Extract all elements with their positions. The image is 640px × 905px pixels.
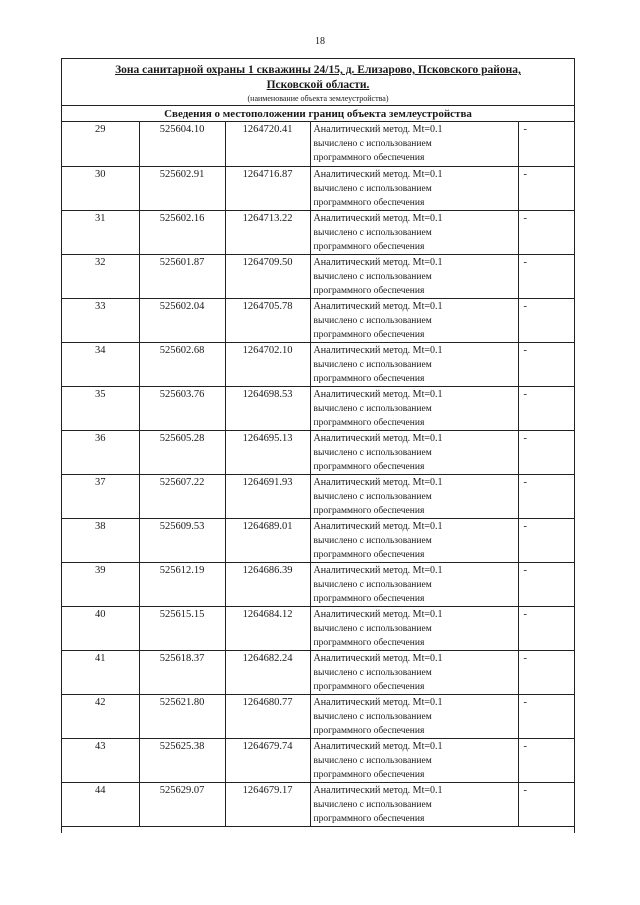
- description-cell: -: [518, 518, 575, 562]
- description-cell: -: [518, 782, 575, 826]
- method-line-2: вычислено с использованием: [313, 359, 432, 370]
- description-cell: -: [518, 122, 575, 166]
- method-line-2: вычислено с использованием: [313, 535, 432, 546]
- description-cell: -: [518, 738, 575, 782]
- point-number: 36: [62, 430, 139, 474]
- description-cell: -: [518, 650, 575, 694]
- object-title-line-2: Псковской области.: [266, 79, 370, 91]
- method-line-1: Аналитический метод. Mt=0.1: [313, 432, 443, 444]
- table-row: [62, 650, 575, 694]
- method-line-3: программного обеспечения: [313, 373, 425, 384]
- method-line-2: вычислено с использованием: [313, 271, 432, 282]
- table-row: [62, 694, 575, 738]
- method-line-2: вычислено с использованием: [313, 139, 432, 149]
- method-description: [310, 606, 518, 650]
- method-line-3: программного обеспечения: [313, 241, 425, 252]
- point-number: 40: [62, 606, 139, 650]
- method-description: [310, 518, 518, 562]
- method-description: [310, 430, 518, 474]
- method-line-2: вычислено с использованием: [313, 491, 432, 502]
- method-description: [310, 562, 518, 606]
- coordinate-y: 1264691.93: [225, 474, 310, 518]
- coordinate-y: 1264716.87: [225, 166, 310, 210]
- coordinate-y: 1264679.17: [225, 782, 310, 826]
- coordinate-x: 525601.87: [139, 254, 225, 298]
- method-line-2: вычислено с использованием: [313, 447, 432, 458]
- table-row: [62, 298, 575, 342]
- method-line-1: Аналитический метод. Mt=0.1: [313, 168, 443, 180]
- page-number: 18: [315, 36, 325, 47]
- method-line-1: Аналитический метод. Mt=0.1: [313, 124, 443, 135]
- description-cell: -: [518, 694, 575, 738]
- method-line-3: программного обеспечения: [313, 637, 425, 648]
- coordinate-y: 1264713.22: [225, 210, 310, 254]
- method-description: [310, 210, 518, 254]
- coordinate-y: 1264679.74: [225, 738, 310, 782]
- description-cell: -: [518, 342, 575, 386]
- method-description: [310, 386, 518, 430]
- table-row: [62, 122, 575, 166]
- point-number: 35: [62, 386, 139, 430]
- description-cell: -: [518, 298, 575, 342]
- coordinate-y: 1264680.77: [225, 694, 310, 738]
- method-line-1: Аналитический метод. Mt=0.1: [313, 784, 443, 796]
- coordinate-y: 1264686.39: [225, 562, 310, 606]
- coordinate-y: 1264698.53: [225, 386, 310, 430]
- method-description: [310, 166, 518, 210]
- method-line-1: Аналитический метод. Mt=0.1: [313, 740, 443, 752]
- coordinate-y: 1264689.01: [225, 518, 310, 562]
- method-line-2: вычислено с использованием: [313, 755, 432, 766]
- method-line-3: программного обеспечения: [313, 417, 425, 428]
- coordinate-x: 525621.80: [139, 694, 225, 738]
- coordinate-x: 525602.04: [139, 298, 225, 342]
- table-row: [62, 518, 575, 562]
- method-line-3: программного обеспечения: [313, 769, 425, 780]
- coordinate-y: 1264695.13: [225, 430, 310, 474]
- point-number: 37: [62, 474, 139, 518]
- method-description: [310, 650, 518, 694]
- method-line-3: программного обеспечения: [313, 197, 425, 208]
- method-line-3: программного обеспечения: [313, 593, 425, 604]
- point-number: 42: [62, 694, 139, 738]
- point-number: 38: [62, 518, 139, 562]
- coordinate-x: 525602.16: [139, 210, 225, 254]
- coordinate-x: 525615.15: [139, 606, 225, 650]
- method-line-2: вычислено с использованием: [313, 315, 432, 326]
- table-row: [62, 738, 575, 782]
- coordinates-table-body: [62, 122, 575, 826]
- method-line-2: вычислено с использованием: [313, 799, 432, 810]
- point-number: 31: [62, 210, 139, 254]
- point-number: 43: [62, 738, 139, 782]
- method-line-1: Аналитический метод. Mt=0.1: [313, 300, 443, 312]
- table-row: [62, 430, 575, 474]
- method-line-1: Аналитический метод. Mt=0.1: [313, 608, 443, 620]
- method-line-3: программного обеспечения: [313, 681, 425, 692]
- coordinates-document: [61, 58, 575, 833]
- coordinate-y: 1264720.41: [225, 122, 310, 166]
- description-cell: -: [518, 606, 575, 650]
- coordinate-y: 1264682.24: [225, 650, 310, 694]
- coordinate-x: 525618.37: [139, 650, 225, 694]
- coordinate-x: 525605.28: [139, 430, 225, 474]
- method-line-2: вычислено с использованием: [313, 623, 432, 634]
- coordinate-x: 525602.91: [139, 166, 225, 210]
- method-line-1: Аналитический метод. Mt=0.1: [313, 476, 443, 488]
- coordinates-table: [62, 122, 575, 827]
- method-line-1: Аналитический метод. Mt=0.1: [313, 696, 443, 708]
- method-description: [310, 298, 518, 342]
- method-description: [310, 738, 518, 782]
- method-line-1: Аналитический метод. Mt=0.1: [313, 388, 443, 400]
- coordinate-x: 525604.10: [139, 122, 225, 166]
- coordinate-x: 525612.19: [139, 562, 225, 606]
- table-row: [62, 342, 575, 386]
- method-line-1: Аналитический метод. Mt=0.1: [313, 520, 443, 532]
- method-line-3: программного обеспечения: [313, 461, 425, 472]
- description-cell: -: [518, 430, 575, 474]
- object-title: [62, 59, 574, 93]
- method-description: [310, 122, 518, 166]
- method-line-2: вычислено с использованием: [313, 403, 432, 414]
- coordinate-x: 525603.76: [139, 386, 225, 430]
- coordinate-y: 1264705.78: [225, 298, 310, 342]
- point-number: 30: [62, 166, 139, 210]
- table-row: [62, 606, 575, 650]
- method-line-2: вычислено с использованием: [313, 579, 432, 590]
- method-line-3: программного обеспечения: [313, 285, 425, 296]
- method-description: [310, 254, 518, 298]
- method-line-3: программного обеспечения: [313, 153, 425, 163]
- method-line-1: Аналитический метод. Mt=0.1: [313, 344, 443, 356]
- method-line-1: Аналитический метод. Mt=0.1: [313, 564, 443, 576]
- description-cell: -: [518, 386, 575, 430]
- point-number: 44: [62, 782, 139, 826]
- coordinate-x: 525607.22: [139, 474, 225, 518]
- coordinate-y: 1264684.12: [225, 606, 310, 650]
- point-number: 29: [62, 122, 139, 166]
- point-number: 34: [62, 342, 139, 386]
- table-row: [62, 562, 575, 606]
- description-cell: -: [518, 562, 575, 606]
- coordinate-x: 525602.68: [139, 342, 225, 386]
- description-cell: -: [518, 210, 575, 254]
- method-line-3: программного обеспечения: [313, 329, 425, 340]
- method-line-1: Аналитический метод. Mt=0.1: [313, 256, 443, 268]
- coordinate-x: 525609.53: [139, 518, 225, 562]
- method-line-3: программного обеспечения: [313, 505, 425, 516]
- section-header: Сведения о местоположении границ объекта землеустройства: [62, 105, 574, 122]
- object-caption: (наименование объекта землеустройства): [247, 94, 389, 103]
- point-number: 32: [62, 254, 139, 298]
- method-line-3: программного обеспечения: [313, 725, 425, 736]
- table-row: [62, 474, 575, 518]
- table-row: [62, 782, 575, 826]
- table-row: [62, 254, 575, 298]
- point-number: 33: [62, 298, 139, 342]
- object-title-line-1: Зона санитарной охраны 1 скважины 24/15, д. Елизарово, Псковского района,: [115, 64, 521, 76]
- point-number: 39: [62, 562, 139, 606]
- description-cell: -: [518, 474, 575, 518]
- table-row: [62, 210, 575, 254]
- method-line-3: программного обеспечения: [313, 813, 425, 824]
- description-cell: -: [518, 166, 575, 210]
- method-line-3: программного обеспечения: [313, 549, 425, 560]
- coordinate-x: 525629.07: [139, 782, 225, 826]
- coordinate-x: 525625.38: [139, 738, 225, 782]
- method-line-2: вычислено с использованием: [313, 667, 432, 678]
- method-line-1: Аналитический метод. Mt=0.1: [313, 212, 443, 224]
- method-line-2: вычислено с использованием: [313, 183, 432, 194]
- table-row: [62, 166, 575, 210]
- point-number: 41: [62, 650, 139, 694]
- method-line-1: Аналитический метод. Mt=0.1: [313, 652, 443, 664]
- table-row: [62, 386, 575, 430]
- description-cell: -: [518, 254, 575, 298]
- method-description: [310, 342, 518, 386]
- coordinate-y: 1264702.10: [225, 342, 310, 386]
- method-description: [310, 782, 518, 826]
- method-description: [310, 694, 518, 738]
- method-description: [310, 474, 518, 518]
- method-line-2: вычислено с использованием: [313, 227, 432, 238]
- coordinate-y: 1264709.50: [225, 254, 310, 298]
- method-line-2: вычислено с использованием: [313, 711, 432, 722]
